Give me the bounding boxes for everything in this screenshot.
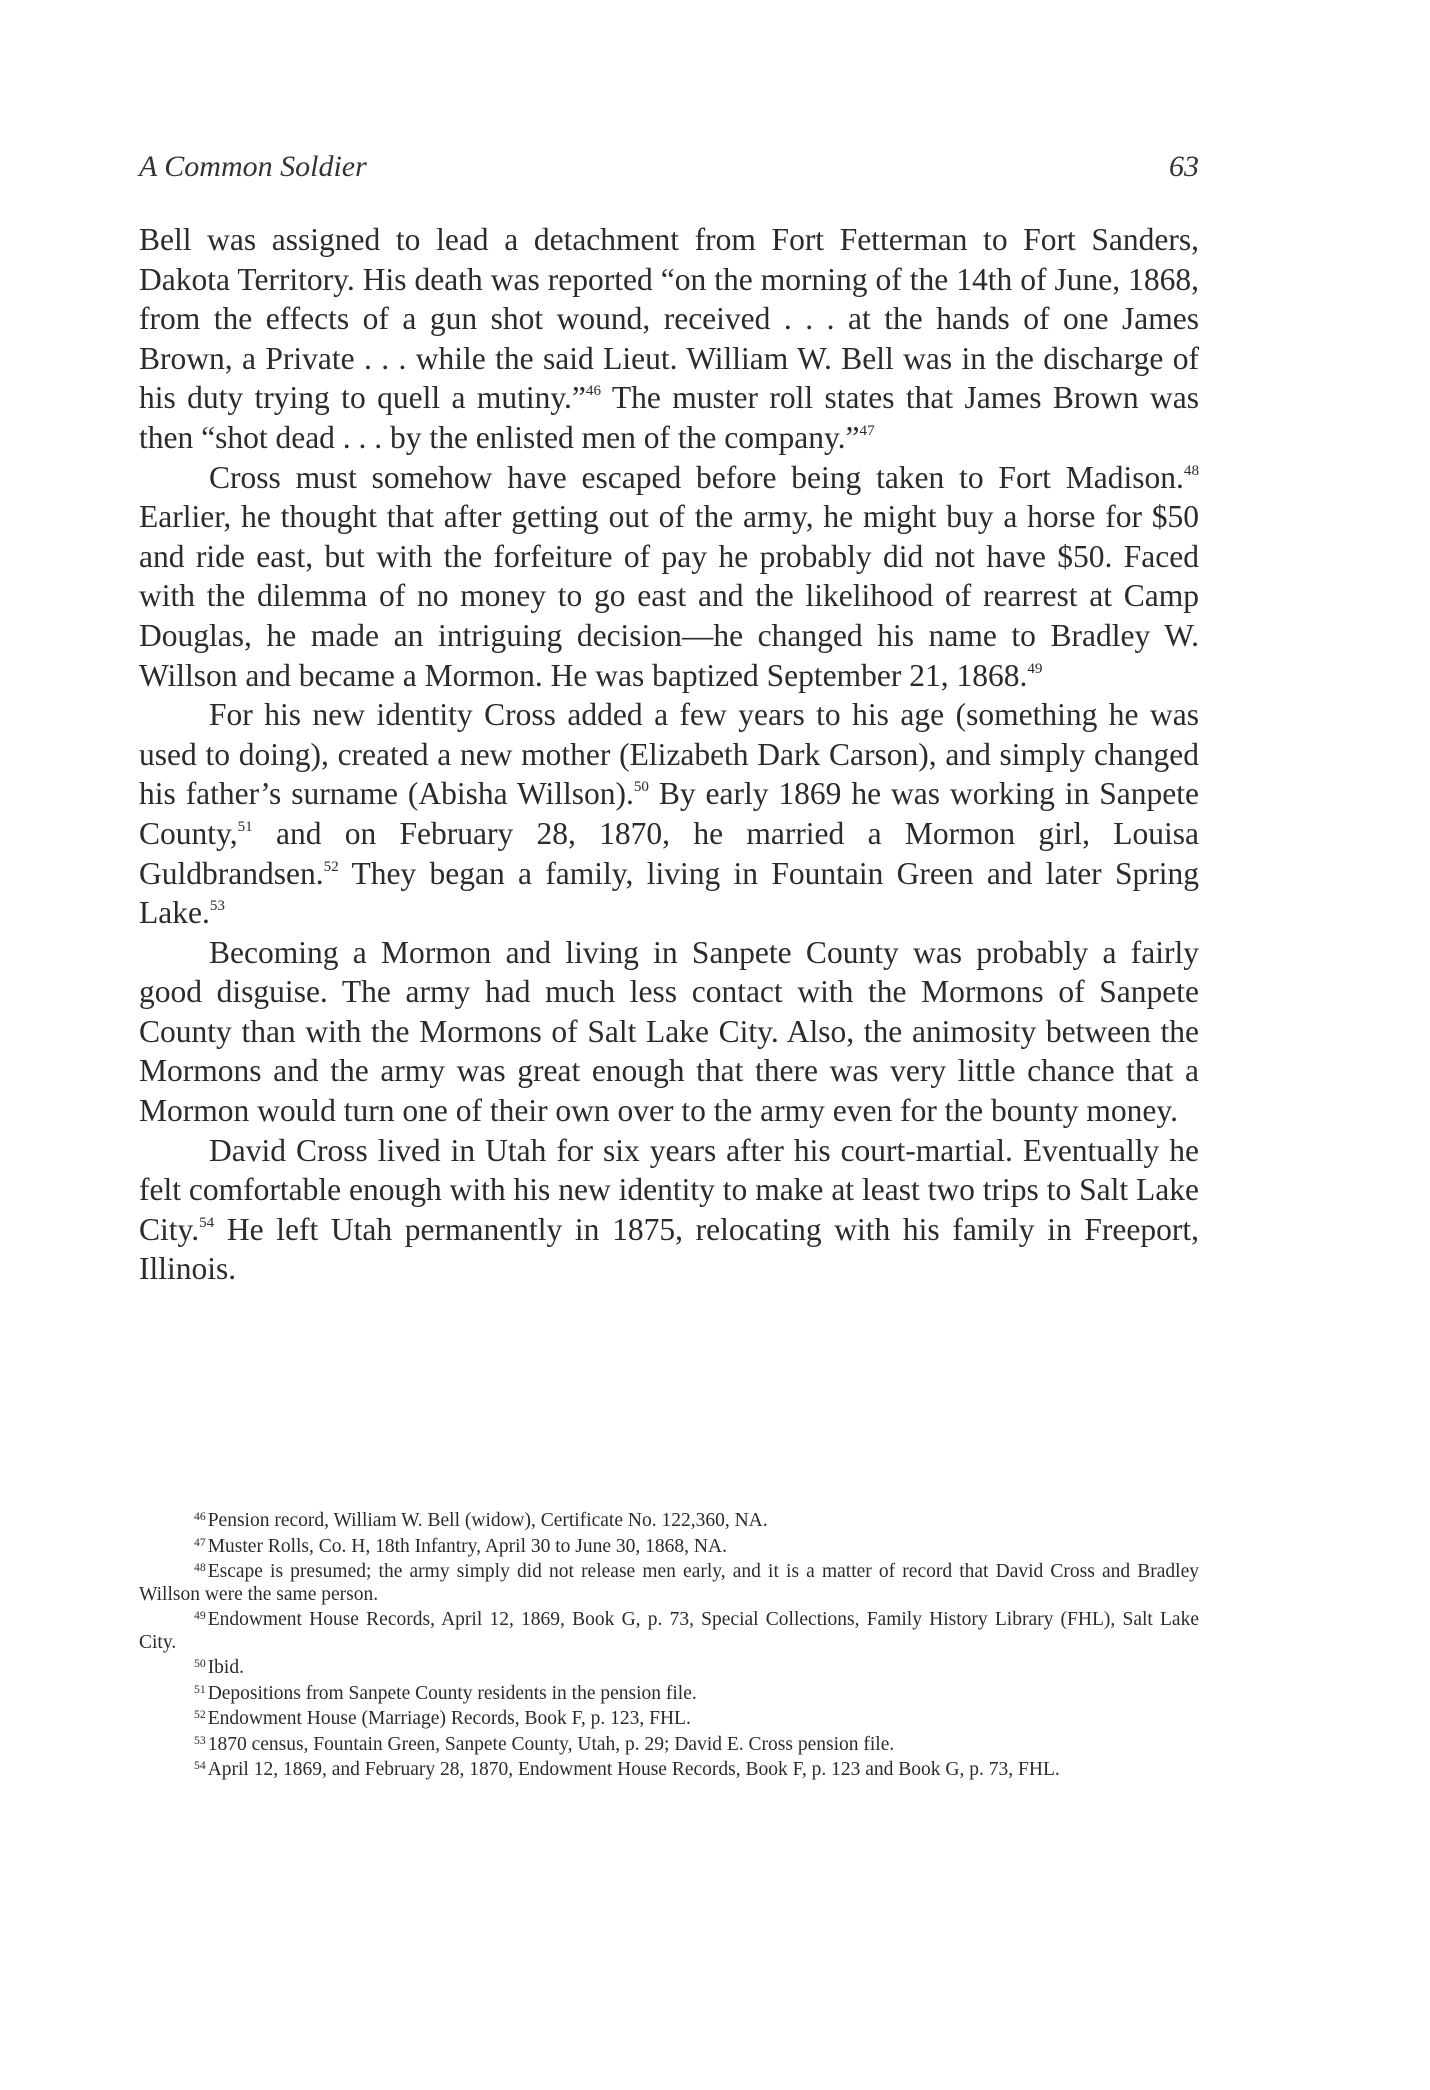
footnote-ref: 46	[585, 383, 602, 400]
paragraph-text: He left Utah permanently in 1875, relocating with his family in Freeport, Illinois.	[139, 1211, 1199, 1287]
footnote-number: 46	[194, 1510, 206, 1524]
footnote-ref: 53	[209, 898, 225, 915]
footnote	[139, 1510, 1199, 1533]
footnote-ref: 51	[237, 819, 253, 836]
footnote-ref: 50	[633, 779, 649, 796]
paragraph	[139, 933, 1199, 1131]
footnotes	[139, 1510, 1199, 1785]
footnote-ref: 48	[1183, 462, 1199, 479]
footnote-text: Pension record, William W. Bell (widow), Certificate No. 122,360, NA.	[207, 1510, 768, 1531]
paragraph-text: and on February 28, 1870, he married a Mormon girl, Louisa Guldbrandsen.	[139, 815, 1199, 891]
footnote-text: Endowment House (Marriage) Records, Book F, p. 123, FHL.	[207, 1708, 691, 1729]
footnote-number: 50	[194, 1657, 206, 1671]
footnote-ref: 54	[199, 1215, 215, 1231]
footnote-number: 47	[194, 1535, 206, 1549]
body-text	[139, 220, 1199, 1289]
footnote	[139, 1609, 1199, 1654]
footnote	[139, 1708, 1199, 1731]
footnote-text: Depositions from Sanpete County residents in the pension file.	[207, 1682, 697, 1704]
running-title: A Common Soldier	[139, 150, 367, 183]
footnote-ref: 47	[859, 423, 875, 440]
paragraph	[139, 695, 1199, 933]
footnote	[139, 1561, 1199, 1606]
paragraph-text: Becoming a Mormon and living in Sanpete County was probably a fairly good disguise. The army had much less contact with the Mormons of Sanpete County than with the Mormons of Salt Lake City. Also, the animosity between the Mormons and the army was great enough that there was very little chance that a Mormon would turn one of their own over to the army even for the bounty money.	[139, 934, 1199, 1129]
footnote	[139, 1734, 1199, 1757]
footnote-text: Ibid.	[207, 1657, 244, 1678]
footnote	[139, 1536, 1199, 1559]
paragraph-text: Earlier, he thought that after getting out of the army, he might buy a horse for $50 and ride east, but with the forfeiture of pay he probably did not have $50. Faced with the dilemma of no money to go east and the likelihood of rearrest at Camp Douglas, he made an intriguing decision—he changed his name to Bradley W. Willson and became a Mormon. He was baptized September 21, 1868.	[139, 499, 1199, 693]
paragraph-text: The muster roll states that James Brown was then “shot dead . . . by the enlisted men of the company.”	[139, 380, 1199, 455]
paragraph-text: By early 1869 he was working in Sanpete County,	[139, 776, 1200, 851]
footnote-text: 1870 census, Fountain Green, Sanpete County, Utah, p. 29; David E. Cross pension file.	[207, 1733, 895, 1755]
paragraph	[139, 458, 1199, 696]
footnote-number: 54	[194, 1759, 206, 1773]
paragraph-text: David Cross lived in Utah for six years after his court-martial. Eventually he felt comfortable enough with his new identity to make at least two trips to Salt Lake City.	[139, 1132, 1199, 1247]
paragraph-text: Bell was assigned to lead a detachment from Fort Fetterman to Fort Sanders, Dakota Territory. His death was reported “on the morning of the 14th of June, 1868, from the effects of a gun shot wound, received . . . at the hands of one James Brown, a Private . . . while the said Lieut. William W. Bell was in the discharge of his duty trying to quell a mutiny.”	[139, 222, 1199, 416]
footnote-number: 48	[194, 1561, 206, 1575]
paragraph	[139, 1131, 1199, 1289]
footnote-number: 53	[194, 1733, 206, 1747]
page-number: 63	[1169, 150, 1199, 183]
footnote	[139, 1657, 1199, 1680]
running-head	[139, 150, 1199, 184]
paragraph-text: Cross must somehow have escaped before being taken to Fort Madison.	[209, 459, 1184, 495]
footnote-number: 52	[194, 1708, 206, 1722]
footnote-text: Muster Rolls, Co. H, 18th Infantry, April 30 to June 30, 1868, NA.	[207, 1535, 727, 1557]
footnote-number: 51	[194, 1682, 206, 1696]
paragraph	[139, 220, 1199, 458]
footnote-text: Escape is presumed; the army simply did not release men early, and it is a matter of record that David Cross and Bradley Willson were the same person.	[139, 1561, 1199, 1605]
footnote-text: Endowment House Records, April 12, 1869, Book G, p. 73, Special Collections, Family History Library (FHL), Salt Lake City.	[139, 1609, 1199, 1653]
footnote-text: April 12, 1869, and February 28, 1870, Endowment House Records, Book F, p. 123 and Book G, p. 73, FHL.	[207, 1759, 1060, 1780]
paragraph-text: They began a family, living in Fountain Green and later Spring Lake.	[139, 855, 1199, 931]
footnote-ref: 52	[323, 858, 339, 875]
footnote-ref: 49	[1027, 660, 1043, 677]
footnote	[139, 1683, 1199, 1706]
footnote	[139, 1759, 1199, 1782]
paragraph-text: For his new identity Cross added a few years to his age (something he was used to doing), created a new mother (Elizabeth Dark Carson), and simply changed his father’s surname (Abisha Willson).	[139, 697, 1199, 812]
footnote-number: 49	[194, 1609, 206, 1623]
